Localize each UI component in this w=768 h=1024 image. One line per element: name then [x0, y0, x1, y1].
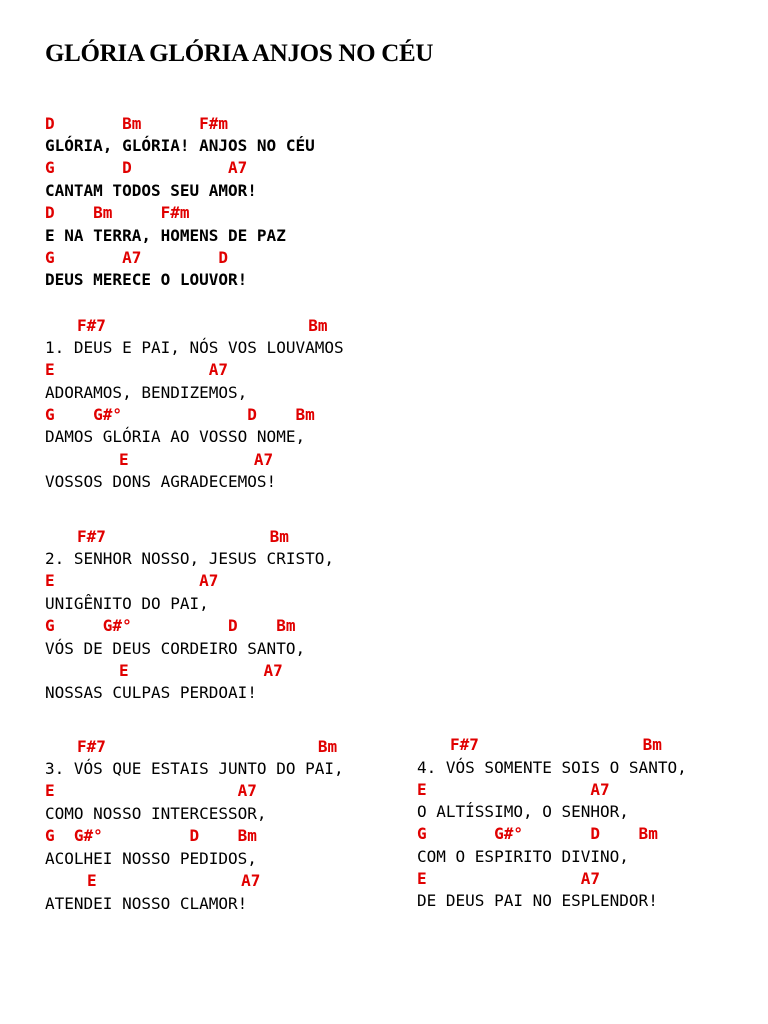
- lyric-line: COMO NOSSO INTERCESSOR,: [45, 804, 267, 823]
- chord-line: D Bm F#m: [45, 114, 229, 133]
- chord-line: D Bm F#m: [45, 203, 190, 222]
- chord-line: E A7: [45, 781, 257, 800]
- lyric-line: 2. SENHOR NOSSO, JESUS CRISTO,: [45, 549, 334, 568]
- lyric-line: NOSSAS CULPAS PERDOAI!: [45, 683, 257, 702]
- lyric-line: GLÓRIA, GLÓRIA! ANJOS NO CÉU: [45, 136, 315, 155]
- lyric-line: ADORAMOS, BENDIZEMOS,: [45, 383, 248, 402]
- lyric-line: DEUS MERECE O LOUVOR!: [45, 270, 248, 289]
- lyric-line: 3. VÓS QUE ESTAIS JUNTO DO PAI,: [45, 759, 344, 778]
- lyric-line: 4. VÓS SOMENTE SOIS O SANTO,: [417, 758, 687, 777]
- chord-line: F#7 Bm: [77, 316, 328, 335]
- chord-line: G A7 D: [45, 248, 229, 267]
- chord-line: F#7 Bm: [77, 737, 338, 756]
- chord-line: F#7 Bm: [77, 527, 289, 546]
- chord-line: E A7: [45, 360, 229, 379]
- lyric-line: 1. DEUS E PAI, NÓS VOS LOUVAMOS: [45, 338, 344, 357]
- chord-line: G D A7: [45, 158, 248, 177]
- lyric-line: ACOLHEI NOSSO PEDIDOS,: [45, 849, 257, 868]
- lyric-line: E NA TERRA, HOMENS DE PAZ: [45, 226, 286, 245]
- chord-line: E A7: [45, 571, 219, 590]
- chord-line: F#7 Bm: [450, 735, 662, 754]
- lyric-line: VÓS DE DEUS CORDEIRO SANTO,: [45, 639, 306, 658]
- chord-line: E A7: [119, 661, 283, 680]
- chord-line: G G#° D Bm: [45, 616, 296, 635]
- chord-line: G G#° D Bm: [45, 405, 315, 424]
- chord-line: E A7: [87, 871, 261, 890]
- chord-line: E A7: [417, 869, 601, 888]
- lyric-line: UNIGÊNITO DO PAI,: [45, 594, 209, 613]
- song-title: GLÓRIA GLÓRIA ANJOS NO CÉU: [45, 40, 434, 67]
- chord-line: E A7: [119, 450, 274, 469]
- chord-line: E A7: [417, 780, 610, 799]
- lyric-line: O ALTÍSSIMO, O SENHOR,: [417, 802, 629, 821]
- lyric-line: ATENDEI NOSSO CLAMOR!: [45, 894, 248, 913]
- lyric-line: CANTAM TODOS SEU AMOR!: [45, 181, 257, 200]
- chord-line: G G#° D Bm: [417, 824, 658, 843]
- lyric-line: DAMOS GLÓRIA AO VOSSO NOME,: [45, 427, 306, 446]
- lyric-line: VOSSOS DONS AGRADECEMOS!: [45, 472, 277, 491]
- chord-line: G G#° D Bm: [45, 826, 257, 845]
- lyric-line: DE DEUS PAI NO ESPLENDOR!: [417, 891, 658, 910]
- lyric-line: COM O ESPIRITO DIVINO,: [417, 847, 629, 866]
